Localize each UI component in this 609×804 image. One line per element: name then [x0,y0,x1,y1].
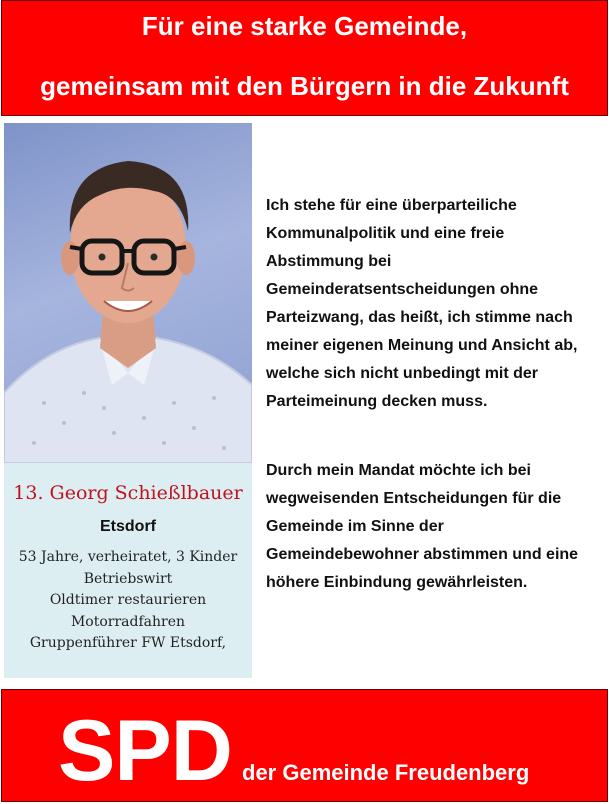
statement-line: Gemeinderatsentscheidungen ohne [266,281,539,298]
fact-item: Motorradfahren [70,613,186,630]
fact-item: 53 Jahre, verheiratet, 3 Kinder [18,549,238,565]
statement-line: wegweisenden Entscheidungen für die [266,490,562,507]
fact-item: Oldtimer restaurieren [49,592,207,608]
candidate-facts [4,547,252,655]
statement-line: Gemeinde im Sinne der [266,518,444,535]
statement-line: Durch mein Mandat möchte ich bei [266,462,531,479]
organization-name: der Gemeinde Freudenberg [242,760,530,785]
statement-line: Parteizwang, das heißt, ich stimme nach [266,309,573,326]
slogan-line-1: Für eine starke Gemeinde, [141,11,468,41]
statement-line: Ich stehe für eine überparteiliche [266,197,517,214]
slogan-line-2: gemeinsam mit den Bürgern in die Zukunft [40,71,569,101]
statement-line: welche sich nicht unbedingt mit der [266,365,539,382]
statement-paragraph-2 [266,457,578,597]
header-banner [1,0,608,116]
candidate-caption [4,463,252,678]
candidate-statement [266,192,606,591]
footer-banner [1,689,608,802]
candidate-photo [4,123,252,463]
statement-line: Gemeindebewohner abstimmen und eine [266,546,579,563]
statement-paragraph-1 [266,192,606,416]
party-logo-text: SPD [58,703,232,799]
statement-line: Abstimmung bei [266,253,392,270]
candidate-town: Etsdorf [100,518,156,535]
fact-item: Betriebswirt [83,570,173,587]
fact-item: Gruppenführer FW Etsdorf, [29,635,227,651]
portrait-illustration [4,123,252,463]
statement-line: höhere Einbindung gewährleisten. [266,574,528,591]
statement-line: Kommunalpolitik und eine freie [266,225,505,242]
statement-line: meiner eigenen Meinung und Ansicht ab, [266,337,578,354]
statement-line: Parteimeinung decken muss. [266,393,488,410]
candidate-name: 13. Georg Schießlbauer [13,482,243,504]
